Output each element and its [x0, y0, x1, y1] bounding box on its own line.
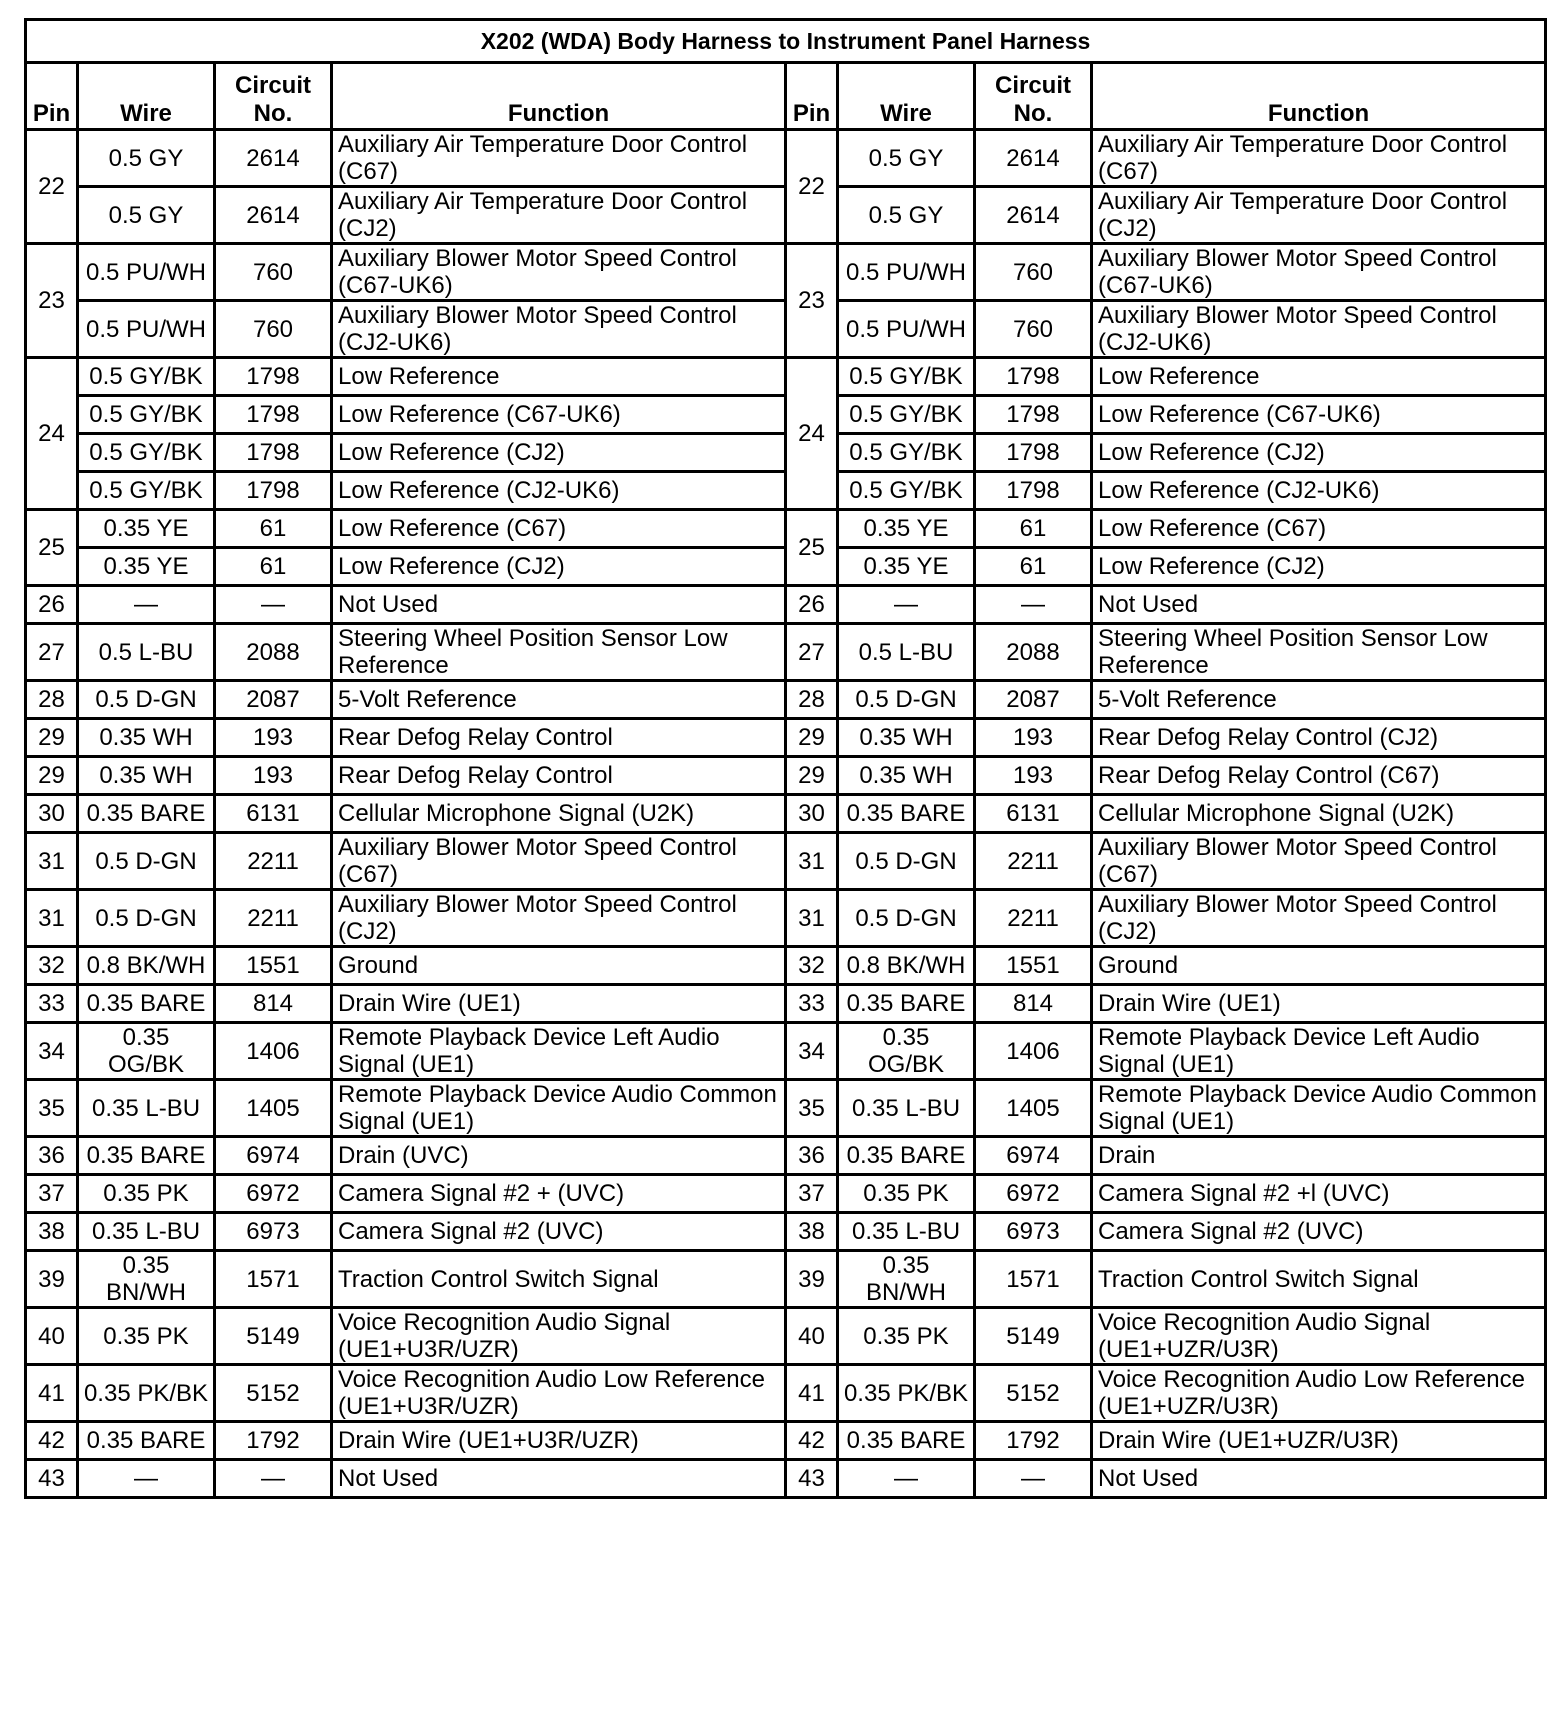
circuit-cell-right: 193: [975, 719, 1092, 757]
table-row: [26, 1175, 1546, 1213]
circuit-cell-right: 61: [975, 510, 1092, 548]
function-cell-right: Camera Signal #2 (UVC): [1092, 1213, 1546, 1251]
pin-cell-left: 31: [26, 890, 78, 947]
function-cell-left: Remote Playback Device Left Audio Signal (UE1): [332, 1023, 786, 1080]
pin-cell-left: 31: [26, 833, 78, 890]
function-cell-left: Not Used: [332, 1460, 786, 1498]
circuit-cell-right: 1798: [975, 472, 1092, 510]
wire-cell-left: 0.35 PK/BK: [78, 1365, 215, 1422]
pin-cell-left: 41: [26, 1365, 78, 1422]
wire-cell-right: 0.5 GY: [838, 130, 975, 187]
circuit-cell-left: 1406: [215, 1023, 332, 1080]
pin-cell-right: 29: [786, 719, 838, 757]
pin-cell-left: 42: [26, 1422, 78, 1460]
wire-cell-left: 0.35 OG/BK: [78, 1023, 215, 1080]
circuit-cell-right: 6974: [975, 1137, 1092, 1175]
function-cell-left: Voice Recognition Audio Low Reference (UE1+U3R/UZR): [332, 1365, 786, 1422]
function-cell-left: Auxiliary Air Temperature Door Control (C67): [332, 130, 786, 187]
circuit-cell-left: 1798: [215, 434, 332, 472]
table-row: [26, 1213, 1546, 1251]
pin-cell-right: 29: [786, 757, 838, 795]
circuit-cell-right: 1798: [975, 434, 1092, 472]
wire-cell-right: 0.5 GY/BK: [838, 358, 975, 396]
circuit-cell-left: 2211: [215, 833, 332, 890]
circuit-cell-left: 193: [215, 757, 332, 795]
function-cell-right: Auxiliary Blower Motor Speed Control (C67): [1092, 833, 1546, 890]
wire-cell-right: 0.35 WH: [838, 719, 975, 757]
table-row: [26, 833, 1546, 890]
function-cell-right: Low Reference (CJ2): [1092, 434, 1546, 472]
function-cell-right: Traction Control Switch Signal: [1092, 1251, 1546, 1308]
function-cell-right: Low Reference (C67): [1092, 510, 1546, 548]
circuit-cell-left: 2614: [215, 130, 332, 187]
circuit-cell-left: 6974: [215, 1137, 332, 1175]
function-cell-right: Remote Playback Device Left Audio Signal (UE1): [1092, 1023, 1546, 1080]
circuit-cell-right: 1798: [975, 358, 1092, 396]
circuit-cell-right: 2211: [975, 833, 1092, 890]
function-cell-left: Camera Signal #2 (UVC): [332, 1213, 786, 1251]
wire-cell-left: 0.5 GY/BK: [78, 358, 215, 396]
circuit-cell-left: 1551: [215, 947, 332, 985]
function-cell-left: Steering Wheel Position Sensor Low Reference: [332, 624, 786, 681]
circuit-cell-left: 2087: [215, 681, 332, 719]
function-cell-left: Rear Defog Relay Control: [332, 757, 786, 795]
function-cell-left: Auxiliary Blower Motor Speed Control (CJ2): [332, 890, 786, 947]
wire-cell-right: 0.5 PU/WH: [838, 244, 975, 301]
table-row: [26, 1308, 1546, 1365]
function-cell-left: Auxiliary Blower Motor Speed Control (C67-UK6): [332, 244, 786, 301]
function-cell-right: Drain Wire (UE1): [1092, 985, 1546, 1023]
wire-cell-left: 0.35 PK: [78, 1175, 215, 1213]
pin-cell-left: 25: [26, 510, 78, 586]
pin-cell-right: 34: [786, 1023, 838, 1080]
circuit-cell-right: 5152: [975, 1365, 1092, 1422]
wire-cell-right: —: [838, 1460, 975, 1498]
wire-cell-left: 0.5 L-BU: [78, 624, 215, 681]
function-cell-right: Cellular Microphone Signal (U2K): [1092, 795, 1546, 833]
circuit-cell-right: 2087: [975, 681, 1092, 719]
wire-cell-right: 0.35 PK/BK: [838, 1365, 975, 1422]
function-cell-left: Low Reference: [332, 358, 786, 396]
pin-cell-left: 30: [26, 795, 78, 833]
circuit-cell-left: 6131: [215, 795, 332, 833]
table-row: [26, 1251, 1546, 1308]
circuit-cell-right: 760: [975, 244, 1092, 301]
wire-cell-right: 0.35 PK: [838, 1175, 975, 1213]
wire-cell-left: 0.5 GY: [78, 130, 215, 187]
wire-cell-left: 0.5 D-GN: [78, 890, 215, 947]
function-cell-left: Not Used: [332, 586, 786, 624]
function-cell-left: Drain Wire (UE1+U3R/UZR): [332, 1422, 786, 1460]
pin-cell-left: 34: [26, 1023, 78, 1080]
wire-cell-right: 0.35 L-BU: [838, 1213, 975, 1251]
function-cell-left: Camera Signal #2 + (UVC): [332, 1175, 786, 1213]
circuit-cell-left: 1798: [215, 358, 332, 396]
header-wire-right: Wire: [838, 63, 975, 130]
pin-cell-left: 27: [26, 624, 78, 681]
circuit-cell-right: 1406: [975, 1023, 1092, 1080]
table-title: X202 (WDA) Body Harness to Instrument Panel Harness: [26, 20, 1546, 63]
wire-cell-left: 0.35 L-BU: [78, 1080, 215, 1137]
wire-cell-left: 0.5 GY/BK: [78, 396, 215, 434]
pin-cell-left: 40: [26, 1308, 78, 1365]
wire-cell-right: 0.35 YE: [838, 548, 975, 586]
function-cell-left: Voice Recognition Audio Signal (UE1+U3R/UZR): [332, 1308, 786, 1365]
wire-cell-right: 0.35 BARE: [838, 985, 975, 1023]
table-row: [26, 1023, 1546, 1080]
function-cell-right: Rear Defog Relay Control (CJ2): [1092, 719, 1546, 757]
circuit-cell-right: 6973: [975, 1213, 1092, 1251]
function-cell-right: Auxiliary Air Temperature Door Control (C67): [1092, 130, 1546, 187]
wire-cell-right: 0.5 D-GN: [838, 890, 975, 947]
wire-cell-left: 0.5 GY/BK: [78, 434, 215, 472]
pin-cell-left: 36: [26, 1137, 78, 1175]
circuit-cell-left: 1405: [215, 1080, 332, 1137]
wire-cell-left: 0.35 BARE: [78, 1137, 215, 1175]
pin-cell-right: 23: [786, 244, 838, 358]
circuit-cell-right: 5149: [975, 1308, 1092, 1365]
wire-cell-right: 0.5 D-GN: [838, 833, 975, 890]
function-cell-right: Low Reference (C67-UK6): [1092, 396, 1546, 434]
table-row: [26, 681, 1546, 719]
pin-cell-left: 35: [26, 1080, 78, 1137]
pin-cell-left: 39: [26, 1251, 78, 1308]
wire-cell-right: 0.35 WH: [838, 757, 975, 795]
function-cell-left: Low Reference (CJ2-UK6): [332, 472, 786, 510]
pin-cell-left: 23: [26, 244, 78, 358]
header-pin-left: Pin: [26, 63, 78, 130]
pin-cell-right: 31: [786, 833, 838, 890]
function-cell-left: Auxiliary Blower Motor Speed Control (CJ2-UK6): [332, 301, 786, 358]
wire-cell-right: 0.35 BARE: [838, 1422, 975, 1460]
header-function-right: Function: [1092, 63, 1546, 130]
pin-cell-left: 22: [26, 130, 78, 244]
pin-cell-right: 26: [786, 586, 838, 624]
circuit-cell-left: 61: [215, 548, 332, 586]
header-pin-right: Pin: [786, 63, 838, 130]
wire-cell-right: 0.5 D-GN: [838, 681, 975, 719]
function-cell-left: Remote Playback Device Audio Common Signal (UE1): [332, 1080, 786, 1137]
table-row: [26, 358, 1546, 396]
wire-cell-left: 0.5 D-GN: [78, 681, 215, 719]
pin-cell-left: 32: [26, 947, 78, 985]
circuit-cell-right: 193: [975, 757, 1092, 795]
circuit-cell-right: 2088: [975, 624, 1092, 681]
function-cell-right: Steering Wheel Position Sensor Low Reference: [1092, 624, 1546, 681]
circuit-cell-left: 6972: [215, 1175, 332, 1213]
circuit-cell-left: 2614: [215, 187, 332, 244]
wire-cell-right: 0.35 BN/WH: [838, 1251, 975, 1308]
wire-cell-right: 0.8 BK/WH: [838, 947, 975, 985]
pin-cell-left: 33: [26, 985, 78, 1023]
pin-cell-right: 22: [786, 130, 838, 244]
function-cell-right: Drain: [1092, 1137, 1546, 1175]
pin-cell-left: 26: [26, 586, 78, 624]
circuit-cell-left: 61: [215, 510, 332, 548]
circuit-cell-right: 61: [975, 548, 1092, 586]
table-row: [26, 890, 1546, 947]
function-cell-left: Low Reference (C67): [332, 510, 786, 548]
wire-cell-left: 0.5 PU/WH: [78, 301, 215, 358]
function-cell-left: Low Reference (CJ2): [332, 434, 786, 472]
pin-cell-right: 32: [786, 947, 838, 985]
circuit-cell-left: 5152: [215, 1365, 332, 1422]
wire-cell-left: —: [78, 586, 215, 624]
wire-cell-right: 0.5 GY/BK: [838, 396, 975, 434]
wire-cell-left: 0.5 PU/WH: [78, 244, 215, 301]
wire-cell-left: 0.35 WH: [78, 757, 215, 795]
circuit-cell-left: 193: [215, 719, 332, 757]
pin-cell-right: 39: [786, 1251, 838, 1308]
wire-cell-left: 0.5 D-GN: [78, 833, 215, 890]
wire-cell-left: 0.35 YE: [78, 548, 215, 586]
circuit-cell-right: 2614: [975, 130, 1092, 187]
wire-cell-right: 0.5 GY/BK: [838, 472, 975, 510]
wire-cell-left: 0.35 BARE: [78, 1422, 215, 1460]
circuit-cell-left: 1798: [215, 472, 332, 510]
table-row: [26, 985, 1546, 1023]
circuit-cell-left: 1792: [215, 1422, 332, 1460]
pin-cell-right: 41: [786, 1365, 838, 1422]
wire-cell-right: 0.35 BARE: [838, 795, 975, 833]
function-cell-right: Auxiliary Blower Motor Speed Control (CJ2): [1092, 890, 1546, 947]
circuit-cell-left: —: [215, 1460, 332, 1498]
wire-cell-right: —: [838, 586, 975, 624]
function-cell-left: Drain Wire (UE1): [332, 985, 786, 1023]
pin-cell-right: 38: [786, 1213, 838, 1251]
wire-cell-left: 0.35 L-BU: [78, 1213, 215, 1251]
table-row: [26, 1460, 1546, 1498]
function-cell-right: Voice Recognition Audio Signal (UE1+UZR/U3R): [1092, 1308, 1546, 1365]
header-wire-left: Wire: [78, 63, 215, 130]
header-circuit-left: Circuit No.: [215, 63, 332, 130]
table-body: [26, 130, 1546, 1498]
circuit-cell-right: —: [975, 1460, 1092, 1498]
wire-cell-right: 0.5 GY: [838, 187, 975, 244]
circuit-cell-left: 760: [215, 244, 332, 301]
table-row: [26, 757, 1546, 795]
function-cell-right: Auxiliary Blower Motor Speed Control (C67-UK6): [1092, 244, 1546, 301]
header-row: [26, 63, 1546, 130]
function-cell-right: Low Reference (CJ2): [1092, 548, 1546, 586]
pin-cell-left: 38: [26, 1213, 78, 1251]
circuit-cell-right: 2211: [975, 890, 1092, 947]
function-cell-right: Drain Wire (UE1+UZR/U3R): [1092, 1422, 1546, 1460]
wire-cell-left: —: [78, 1460, 215, 1498]
function-cell-right: Voice Recognition Audio Low Reference (UE1+UZR/U3R): [1092, 1365, 1546, 1422]
circuit-cell-left: 5149: [215, 1308, 332, 1365]
pin-cell-left: 43: [26, 1460, 78, 1498]
circuit-cell-right: 1798: [975, 396, 1092, 434]
circuit-cell-left: 2088: [215, 624, 332, 681]
wire-cell-left: 0.8 BK/WH: [78, 947, 215, 985]
circuit-cell-right: 1571: [975, 1251, 1092, 1308]
function-cell-left: 5-Volt Reference: [332, 681, 786, 719]
pin-cell-right: 42: [786, 1422, 838, 1460]
pin-cell-left: 24: [26, 358, 78, 510]
table-row: [26, 795, 1546, 833]
pin-cell-left: 28: [26, 681, 78, 719]
circuit-cell-right: 6131: [975, 795, 1092, 833]
wire-cell-left: 0.35 BARE: [78, 985, 215, 1023]
circuit-cell-left: 1798: [215, 396, 332, 434]
wire-cell-right: 0.35 PK: [838, 1308, 975, 1365]
pin-cell-left: 29: [26, 719, 78, 757]
function-cell-left: Low Reference (CJ2): [332, 548, 786, 586]
table-row: [26, 586, 1546, 624]
wire-cell-right: 0.5 L-BU: [838, 624, 975, 681]
wire-cell-left: 0.5 GY: [78, 187, 215, 244]
wire-cell-right: 0.5 PU/WH: [838, 301, 975, 358]
table-row: [26, 1080, 1546, 1137]
function-cell-right: Auxiliary Blower Motor Speed Control (CJ2-UK6): [1092, 301, 1546, 358]
function-cell-right: Not Used: [1092, 1460, 1546, 1498]
circuit-cell-left: 760: [215, 301, 332, 358]
wire-cell-right: 0.35 OG/BK: [838, 1023, 975, 1080]
table-row: [26, 719, 1546, 757]
harness-pinout-table: [24, 18, 1547, 1499]
pin-cell-left: 37: [26, 1175, 78, 1213]
wire-cell-left: 0.35 BARE: [78, 795, 215, 833]
function-cell-right: Not Used: [1092, 586, 1546, 624]
wire-cell-left: 0.35 PK: [78, 1308, 215, 1365]
pin-cell-right: 27: [786, 624, 838, 681]
wire-cell-right: 0.35 BARE: [838, 1137, 975, 1175]
circuit-cell-left: —: [215, 586, 332, 624]
circuit-cell-right: —: [975, 586, 1092, 624]
function-cell-right: Ground: [1092, 947, 1546, 985]
pin-cell-right: 31: [786, 890, 838, 947]
function-cell-left: Traction Control Switch Signal: [332, 1251, 786, 1308]
wire-cell-left: 0.35 WH: [78, 719, 215, 757]
function-cell-left: Drain (UVC): [332, 1137, 786, 1175]
circuit-cell-right: 814: [975, 985, 1092, 1023]
pin-cell-right: 24: [786, 358, 838, 510]
pin-cell-right: 28: [786, 681, 838, 719]
pin-cell-right: 33: [786, 985, 838, 1023]
circuit-cell-left: 2211: [215, 890, 332, 947]
circuit-cell-left: 1571: [215, 1251, 332, 1308]
wire-cell-right: 0.35 L-BU: [838, 1080, 975, 1137]
wire-cell-left: 0.35 BN/WH: [78, 1251, 215, 1308]
pin-cell-right: 43: [786, 1460, 838, 1498]
header-circuit-right: Circuit No.: [975, 63, 1092, 130]
table-row: [26, 624, 1546, 681]
pin-cell-right: 36: [786, 1137, 838, 1175]
pin-cell-right: 30: [786, 795, 838, 833]
table-row: [26, 130, 1546, 187]
function-cell-right: Low Reference (CJ2-UK6): [1092, 472, 1546, 510]
circuit-cell-right: 1792: [975, 1422, 1092, 1460]
function-cell-left: Ground: [332, 947, 786, 985]
wire-cell-left: 0.5 GY/BK: [78, 472, 215, 510]
function-cell-left: Rear Defog Relay Control: [332, 719, 786, 757]
wire-cell-right: 0.5 GY/BK: [838, 434, 975, 472]
pin-cell-right: 40: [786, 1308, 838, 1365]
function-cell-right: Low Reference: [1092, 358, 1546, 396]
circuit-cell-left: 814: [215, 985, 332, 1023]
header-function-left: Function: [332, 63, 786, 130]
pin-cell-right: 25: [786, 510, 838, 586]
table-row: [26, 947, 1546, 985]
circuit-cell-right: 1405: [975, 1080, 1092, 1137]
function-cell-right: Rear Defog Relay Control (C67): [1092, 757, 1546, 795]
function-cell-left: Auxiliary Blower Motor Speed Control (C67): [332, 833, 786, 890]
circuit-cell-right: 2614: [975, 187, 1092, 244]
function-cell-left: Auxiliary Air Temperature Door Control (CJ2): [332, 187, 786, 244]
circuit-cell-left: 6973: [215, 1213, 332, 1251]
pin-cell-right: 37: [786, 1175, 838, 1213]
function-cell-right: Remote Playback Device Audio Common Signal (UE1): [1092, 1080, 1546, 1137]
circuit-cell-right: 6972: [975, 1175, 1092, 1213]
wire-cell-left: 0.35 YE: [78, 510, 215, 548]
table-row: [26, 1365, 1546, 1422]
table-row: [26, 244, 1546, 301]
table-row: [26, 1422, 1546, 1460]
pin-cell-right: 35: [786, 1080, 838, 1137]
circuit-cell-right: 760: [975, 301, 1092, 358]
function-cell-left: Low Reference (C67-UK6): [332, 396, 786, 434]
table-row: [26, 510, 1546, 548]
pin-cell-left: 29: [26, 757, 78, 795]
circuit-cell-right: 1551: [975, 947, 1092, 985]
function-cell-left: Cellular Microphone Signal (U2K): [332, 795, 786, 833]
function-cell-right: Auxiliary Air Temperature Door Control (CJ2): [1092, 187, 1546, 244]
function-cell-right: 5-Volt Reference: [1092, 681, 1546, 719]
wire-cell-right: 0.35 YE: [838, 510, 975, 548]
function-cell-right: Camera Signal #2 +l (UVC): [1092, 1175, 1546, 1213]
table-row: [26, 1137, 1546, 1175]
